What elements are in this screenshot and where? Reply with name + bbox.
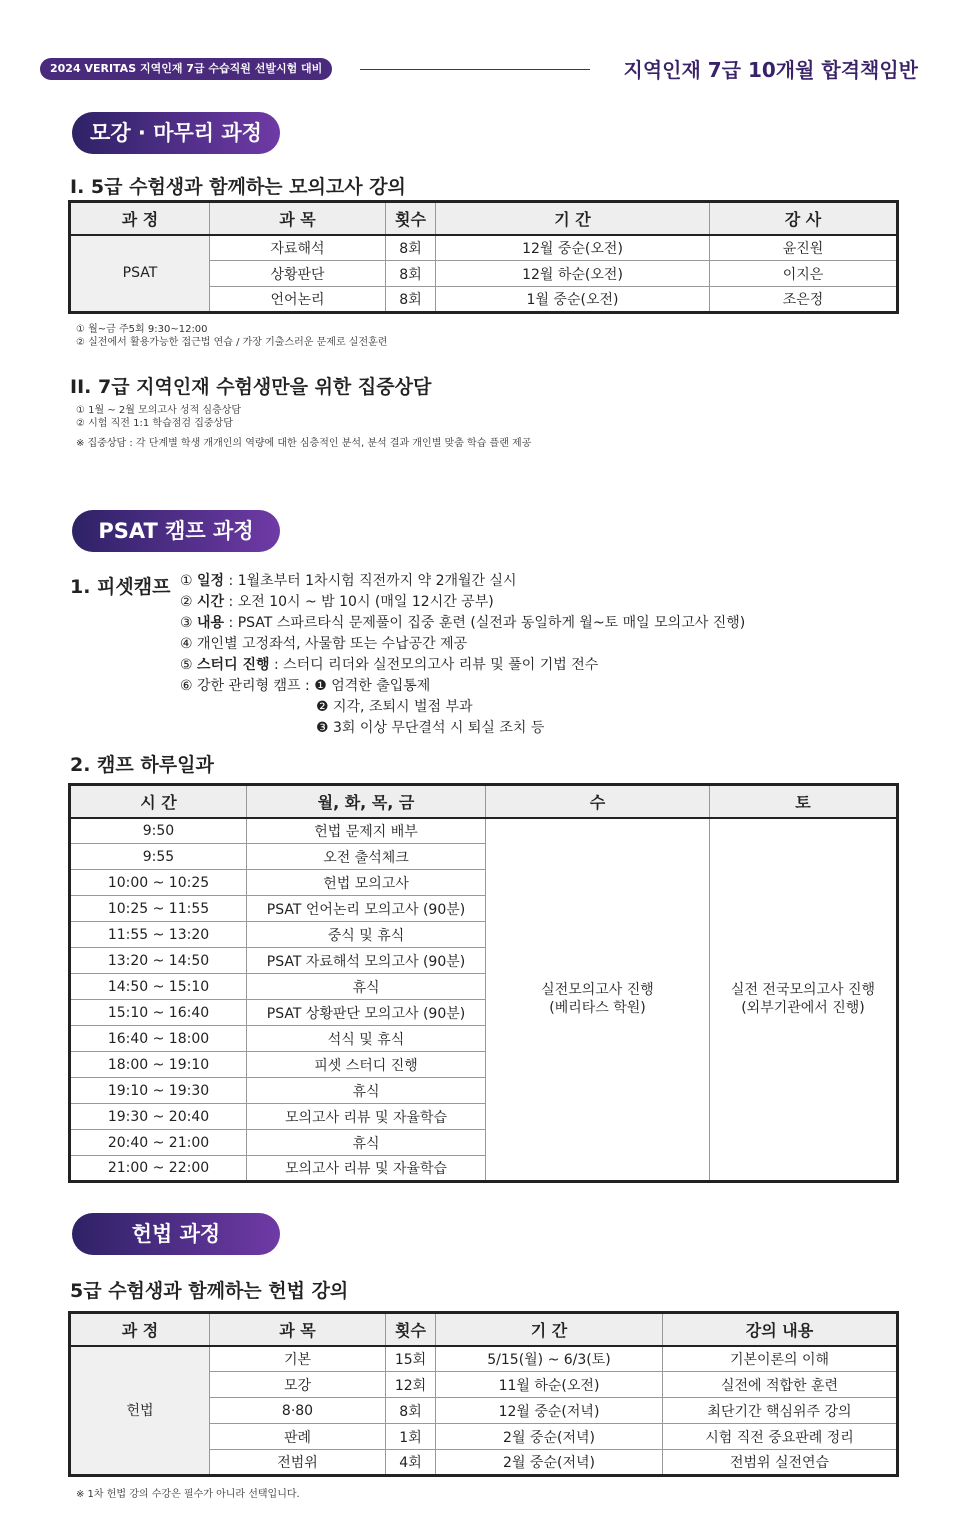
header-divider <box>360 69 590 70</box>
col-subject: 과 목 <box>210 202 386 235</box>
col-subject: 과 목 <box>210 1313 386 1346</box>
col-wed: 수 <box>486 785 710 818</box>
subject-cell: 자료해석 <box>210 235 386 261</box>
mock-lecture-table <box>68 200 899 314</box>
wed-cell: 실전모의고사 진행 (베리타스 학원) <box>486 818 710 1182</box>
daily-schedule-table <box>68 783 899 1183</box>
course-cell: PSAT <box>70 235 210 313</box>
time-cell: 14:50 ~ 15:10 <box>70 974 247 1000</box>
camp-sub-item: ❷ 지각, 조퇴시 벌점 부과 <box>316 699 473 715</box>
task-cell: 중식 및 휴식 <box>247 922 486 948</box>
task-cell: 휴식 <box>247 1078 486 1104</box>
time-cell: 19:30 ~ 20:40 <box>70 1104 247 1130</box>
teacher-cell: 윤진원 <box>710 235 898 261</box>
consult-heading: II. 7급 지역인재 수험생만을 위한 집중상담 <box>70 376 432 398</box>
col-content: 강의 내용 <box>663 1313 898 1346</box>
table-row <box>70 818 898 844</box>
period-cell: 11월 하순(오전) <box>436 1372 663 1398</box>
col-weekday: 월, 화, 목, 금 <box>247 785 486 818</box>
camp-item: ① 일정 : 1월초부터 1차시험 직전까지 약 2개월간 실시 <box>180 573 517 589</box>
note-line: ② 실전에서 활용가능한 접근법 연습 / 가장 기출스러운 문제로 실전훈련 <box>76 337 388 348</box>
camp-item: ⑤ 스터디 진행 : 스터디 리더와 실전모의고사 리뷰 및 풀이 기법 전수 <box>180 657 599 673</box>
subject-cell: 전범위 <box>210 1450 386 1476</box>
col-time: 시 간 <box>70 785 247 818</box>
camp-sub-item: ❸ 3회 이상 무단결석 시 퇴실 조치 등 <box>316 720 545 736</box>
col-course: 과 정 <box>70 202 210 235</box>
time-cell: 21:00 ~ 22:00 <box>70 1156 247 1182</box>
note-line: ① 1월 ~ 2월 모의고사 성적 심층상담 <box>76 405 242 416</box>
mock-heading: I. 5급 수험생과 함께하는 모의고사 강의 <box>70 176 406 198</box>
count-cell: 8회 <box>386 1398 436 1424</box>
subject-cell: 모강 <box>210 1372 386 1398</box>
schedule-body <box>70 818 898 1182</box>
period-cell: 5/15(월) ~ 6/3(토) <box>436 1346 663 1372</box>
subject-cell: 상황판단 <box>210 261 386 287</box>
col-period: 기 간 <box>436 1313 663 1346</box>
section-pill-law: 헌법 과정 <box>72 1213 280 1255</box>
period-cell: 12월 중순(오전) <box>436 235 710 261</box>
camp-title: 1. 피셋캠프 <box>70 576 171 598</box>
time-cell: 10:25 ~ 11:55 <box>70 896 247 922</box>
col-teacher: 강 사 <box>710 202 898 235</box>
daily-heading: 2. 캠프 하루일과 <box>70 754 214 776</box>
time-cell: 13:20 ~ 14:50 <box>70 948 247 974</box>
note-line: ② 시험 직전 1:1 학습점검 집중상담 <box>76 418 233 429</box>
note-line: ※ 집중상담 : 각 단계별 학생 개개인의 역량에 대한 심층적인 분석, 분석 결과 개인별 맞춤 학습 플랜 제공 <box>76 438 532 449</box>
count-cell: 12회 <box>386 1372 436 1398</box>
col-period: 기 간 <box>436 202 710 235</box>
subject-cell: 언어논리 <box>210 287 386 313</box>
table-row <box>70 1346 898 1372</box>
content-cell: 최단기간 핵심위주 강의 <box>663 1398 898 1424</box>
count-cell: 8회 <box>386 261 436 287</box>
course-cell: 헌법 <box>70 1346 210 1476</box>
law-lecture-table <box>68 1311 899 1477</box>
subject-cell: 판례 <box>210 1424 386 1450</box>
task-cell: 휴식 <box>247 1130 486 1156</box>
time-cell: 16:40 ~ 18:00 <box>70 1026 247 1052</box>
task-cell: 오전 출석체크 <box>247 844 486 870</box>
time-cell: 15:10 ~ 16:40 <box>70 1000 247 1026</box>
col-count: 횟수 <box>386 1313 436 1346</box>
sat-cell: 실전 전국모의고사 진행 (외부기관에서 진행) <box>710 818 898 1182</box>
law-heading: 5급 수험생과 함께하는 헌법 강의 <box>70 1280 349 1302</box>
time-cell: 10:00 ~ 10:25 <box>70 870 247 896</box>
content-cell: 실전에 적합한 훈련 <box>663 1372 898 1398</box>
period-cell: 12월 중순(저녁) <box>436 1398 663 1424</box>
task-cell: 휴식 <box>247 974 486 1000</box>
task-cell: 석식 및 휴식 <box>247 1026 486 1052</box>
teacher-cell: 이지은 <box>710 261 898 287</box>
period-cell: 12월 하순(오전) <box>436 261 710 287</box>
task-cell: 모의고사 리뷰 및 자율학습 <box>247 1104 486 1130</box>
time-cell: 19:10 ~ 19:30 <box>70 1078 247 1104</box>
time-cell: 9:55 <box>70 844 247 870</box>
page-header <box>40 58 920 82</box>
camp-item: ⑥ 강한 관리형 캠프 : ❶ 엄격한 출입통제 <box>180 678 431 694</box>
col-course: 과 정 <box>70 1313 210 1346</box>
task-cell: PSAT 자료해석 모의고사 (90분) <box>247 948 486 974</box>
task-cell: 헌법 모의고사 <box>247 870 486 896</box>
subject-cell: 8·80 <box>210 1398 386 1424</box>
time-cell: 18:00 ~ 19:10 <box>70 1052 247 1078</box>
count-cell: 15회 <box>386 1346 436 1372</box>
camp-item: ④ 개인별 고정좌석, 사물함 또는 수납공간 제공 <box>180 636 468 652</box>
camp-details <box>180 571 745 739</box>
task-cell: PSAT 언어논리 모의고사 (90분) <box>247 896 486 922</box>
section-pill-camp: PSAT 캠프 과정 <box>72 510 280 552</box>
task-cell: 헌법 문제지 배부 <box>247 818 486 844</box>
camp-item: ③ 내용 : PSAT 스파르타식 문제풀이 집중 훈련 (실전과 동일하게 월~토 매일 모의고사 진행) <box>180 615 746 631</box>
content-cell: 기본이론의 이해 <box>663 1346 898 1372</box>
camp-item: ② 시간 : 오전 10시 ~ 밤 10시 (매일 12시간 공부) <box>180 594 494 610</box>
teacher-cell: 조은정 <box>710 287 898 313</box>
mock-notes <box>76 323 387 349</box>
count-cell: 8회 <box>386 287 436 313</box>
count-cell: 8회 <box>386 235 436 261</box>
time-cell: 20:40 ~ 21:00 <box>70 1130 247 1156</box>
period-cell: 2월 중순(저녁) <box>436 1424 663 1450</box>
law-note: ※ 1차 헌법 강의 수강은 필수가 아니라 선택입니다. <box>76 1489 300 1500</box>
task-cell: 피셋 스터디 진행 <box>247 1052 486 1078</box>
note-line: ① 월~금 주5회 9:30~12:00 <box>76 324 208 335</box>
time-cell: 11:55 ~ 13:20 <box>70 922 247 948</box>
period-cell: 1월 중순(오전) <box>436 287 710 313</box>
col-count: 횟수 <box>386 202 436 235</box>
count-cell: 1회 <box>386 1424 436 1450</box>
period-cell: 2월 중순(저녁) <box>436 1450 663 1476</box>
page-title: 지역인재 7급 10개월 합격책임반 <box>623 58 918 82</box>
task-cell: 모의고사 리뷰 및 자율학습 <box>247 1156 486 1182</box>
exam-badge: 2024 VERITAS 지역인재 7급 수습직원 선발시험 대비 <box>40 58 332 80</box>
count-cell: 4회 <box>386 1450 436 1476</box>
consult-notes <box>76 404 531 450</box>
subject-cell: 기본 <box>210 1346 386 1372</box>
time-cell: 9:50 <box>70 818 247 844</box>
section-pill-mock: 모강 · 마무리 과정 <box>72 112 280 154</box>
col-sat: 토 <box>710 785 898 818</box>
content-cell: 전범위 실전연습 <box>663 1450 898 1476</box>
content-cell: 시험 직전 중요판례 정리 <box>663 1424 898 1450</box>
task-cell: PSAT 상황판단 모의고사 (90분) <box>247 1000 486 1026</box>
table-row <box>70 235 898 261</box>
